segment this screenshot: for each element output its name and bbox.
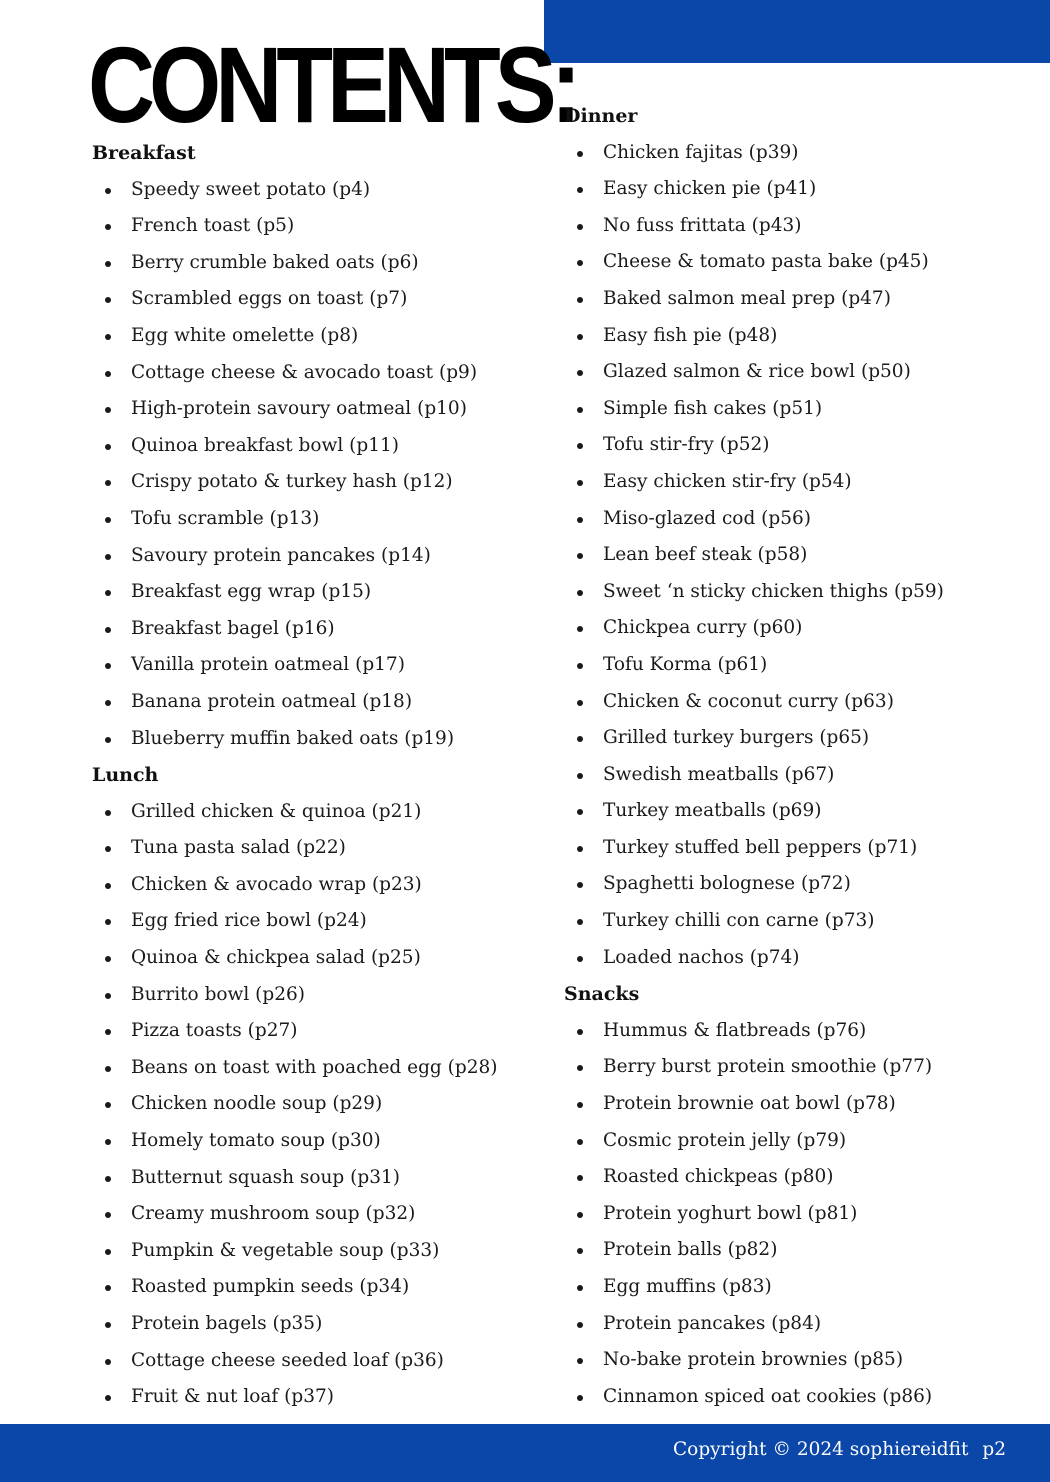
list-item-label: Spaghetti bolognese (p72) [603,873,851,895]
list-item [564,281,1004,318]
list-item-label: Lean beef steak (p58) [603,544,808,566]
breakfast-list [92,172,542,758]
list-item-label: Protein brownie oat bowl (p78) [603,1093,896,1115]
bullet-icon [105,517,111,523]
bullet-icon [105,1139,111,1145]
dinner-list [564,135,1004,977]
list-item [564,1379,1004,1416]
list-item-label: Cheese & tomato pasta bake (p45) [603,251,929,273]
bullet-icon [105,444,111,450]
bullet-icon [577,882,583,888]
list-item-label: Protein balls (p82) [603,1239,778,1261]
list-item-label: Protein pancakes (p84) [603,1312,822,1334]
bullet-icon [105,297,111,303]
list-item [564,354,1004,391]
list-item [564,793,1004,830]
bullet-icon [577,187,583,193]
list-item [92,281,542,318]
list-item [564,647,1004,684]
list-item-label: Egg white omelette (p8) [131,324,359,346]
bullet-icon [577,809,583,815]
bullet-icon [577,1322,583,1328]
list-item-label: Savoury protein pancakes (p14) [131,544,431,566]
bullet-icon [577,846,583,852]
list-item [92,1306,542,1343]
copyright-text: Copyright © 2024 sophiereidfit [673,1439,969,1460]
bullet-icon [105,1029,111,1035]
list-item-label: Berry burst protein smoothie (p77) [603,1056,933,1078]
list-item [564,1049,1004,1086]
bullet-icon [105,1066,111,1072]
list-item-label: Egg fried rice bowl (p24) [131,910,367,932]
left-column [92,135,542,1416]
list-item [92,1013,542,1050]
bullet-icon [105,993,111,999]
list-item-label: Beans on toast with poached egg (p28) [131,1056,498,1078]
list-item [92,684,542,721]
footer-bar [0,1424,1050,1482]
bullet-icon [577,1248,583,1254]
bullet-icon [105,663,111,669]
bullet-icon [577,1175,583,1181]
bullet-icon [105,1359,111,1365]
list-item [564,427,1004,464]
section-heading-snacks: Snacks [564,983,640,1006]
list-item-label: Chicken & avocado wrap (p23) [131,873,422,895]
bullet-icon [105,1322,111,1328]
bullet-icon [577,480,583,486]
list-item-label: Creamy mushroom soup (p32) [131,1203,416,1225]
list-item [564,318,1004,355]
list-item [92,1343,542,1380]
list-item-label: Protein yoghurt bowl (p81) [603,1202,858,1224]
section-heading-lunch: Lunch [92,764,159,787]
list-item-label: Grilled chicken & quinoa (p21) [131,800,422,822]
list-item-label: Breakfast bagel (p16) [131,617,335,639]
list-item-label: Homely tomato soup (p30) [131,1130,381,1152]
section-heading-breakfast: Breakfast [92,142,196,164]
list-item-label: Easy fish pie (p48) [603,324,778,346]
list-item [92,1050,542,1087]
list-item-label: High-protein savoury oatmeal (p10) [131,398,467,420]
list-item [564,610,1004,647]
list-item [564,1123,1004,1160]
list-item [92,1160,542,1197]
bullet-icon [577,626,583,632]
list-item-label: Berry crumble baked oats (p6) [131,251,419,273]
list-item [92,611,542,648]
list-item-label: Swedish meatballs (p67) [603,763,835,785]
list-item [564,903,1004,940]
bullet-icon [577,1029,583,1035]
bullet-icon [577,1395,583,1401]
list-item [92,172,542,209]
list-item-label: Quinoa breakfast bowl (p11) [131,434,399,456]
page-title: CONTENTS: [88,24,576,145]
list-item-label: Burrito bowl (p26) [131,983,305,1005]
list-item [92,1233,542,1270]
list-item-label: Hummus & flatbreads (p76) [603,1019,867,1041]
bullet-icon [577,663,583,669]
list-item [564,1269,1004,1306]
list-item-label: Quinoa & chickpea salad (p25) [131,947,421,969]
list-item [564,171,1004,208]
list-item-label: Cinnamon spiced oat cookies (p86) [603,1385,933,1407]
list-item-label: Breakfast egg wrap (p15) [131,581,372,603]
bullet-icon [577,773,583,779]
bullet-icon [577,919,583,925]
bullet-icon [105,737,111,743]
bullet-icon [105,261,111,267]
list-item-label: Simple fish cakes (p51) [603,397,823,419]
bullet-icon [105,883,111,889]
bullet-icon [105,554,111,560]
bullet-icon [577,407,583,413]
list-item [92,428,542,465]
list-item [92,794,542,831]
bullet-icon [577,736,583,742]
list-item [564,1232,1004,1269]
bullet-icon [577,590,583,596]
list-item [92,1379,542,1416]
bullet-icon [577,517,583,523]
bullet-icon [105,371,111,377]
bullet-icon [105,334,111,340]
list-item-label: Glazed salmon & rice bowl (p50) [603,361,911,383]
bullet-icon [105,590,111,596]
right-column [564,98,1004,1415]
list-item-label: Tofu stir-fry (p52) [603,434,770,456]
bullet-icon [577,1102,583,1108]
list-item-label: Butternut squash soup (p31) [131,1166,400,1188]
list-item-label: Tofu Korma (p61) [603,653,768,675]
list-item [92,721,542,758]
bullet-icon [577,700,583,706]
list-item-label: Sweet ‘n sticky chicken thighs (p59) [603,580,944,602]
bullet-icon [577,260,583,266]
list-item [564,135,1004,172]
list-item-label: No-bake protein brownies (p85) [603,1349,904,1371]
bullet-icon [105,1102,111,1108]
list-item [92,1086,542,1123]
bullet-icon [105,1249,111,1255]
list-item-label: Crispy potato & turkey hash (p12) [131,471,453,493]
list-item-label: Cottage cheese seeded loaf (p36) [131,1349,444,1371]
list-item [92,867,542,904]
list-item [92,318,542,355]
bullet-icon [577,1065,583,1071]
bullet-icon [577,1212,583,1218]
list-item [564,866,1004,903]
list-item [564,464,1004,501]
list-item [564,208,1004,245]
list-item-label: Cosmic protein jelly (p79) [603,1129,847,1151]
list-item-label: Turkey chilli con carne (p73) [603,910,875,932]
bullet-icon [105,700,111,706]
bullet-icon [105,1285,111,1291]
list-item-label: No fuss frittata (p43) [603,214,802,236]
list-item [92,647,542,684]
list-item [92,977,542,1014]
list-item [92,1269,542,1306]
bullet-icon [105,627,111,633]
header-accent-bar [544,0,1050,63]
list-item [92,903,542,940]
bullet-icon [105,919,111,925]
snacks-list [564,1013,1004,1416]
list-item [564,1342,1004,1379]
section-heading-dinner: Dinner [564,105,638,127]
bullet-icon [105,1395,111,1401]
bullet-icon [577,553,583,559]
list-item [564,1159,1004,1196]
bullet-icon [105,1212,111,1218]
list-item-label: Easy chicken stir-fry (p54) [603,470,852,492]
bullet-icon [105,407,111,413]
list-item-label: Chicken noodle soup (p29) [131,1093,383,1115]
bullet-icon [577,151,583,157]
bullet-icon [577,224,583,230]
list-item [92,355,542,392]
list-item-label: Roasted chickpeas (p80) [603,1166,834,1188]
list-item-label: Egg muffins (p83) [603,1276,772,1297]
list-item-label: Miso-glazed cod (p56) [603,507,811,529]
footer-text [673,1437,1006,1463]
list-item [564,501,1004,538]
list-item-label: Roasted pumpkin seeds (p34) [131,1276,410,1298]
bullet-icon [577,297,583,303]
list-item [92,940,542,977]
list-item-label: Cottage cheese & avocado toast (p9) [131,361,478,383]
list-item [564,720,1004,757]
list-item [564,537,1004,574]
list-item-label: Tofu scramble (p13) [131,507,320,529]
list-item [564,684,1004,721]
list-item-label: Chicken & coconut curry (p63) [603,690,894,712]
bullet-icon [577,956,583,962]
bullet-icon [105,956,111,962]
list-item [92,208,542,245]
bullet-icon [105,480,111,486]
list-item [564,1013,1004,1050]
list-item [564,1196,1004,1233]
bullet-icon [577,1358,583,1364]
list-item [564,757,1004,794]
list-item [92,501,542,538]
list-item [92,574,542,611]
list-item [92,245,542,282]
list-item-label: Speedy sweet potato (p4) [131,178,371,200]
list-item [92,1123,542,1160]
bullet-icon [577,443,583,449]
list-item-label: Fruit & nut loaf (p37) [131,1386,334,1408]
list-item-label: Vanilla protein oatmeal (p17) [131,654,405,676]
lunch-list [92,794,542,1416]
list-item [564,830,1004,867]
list-item-label: Loaded nachos (p74) [603,946,800,968]
list-item-label: Chickpea curry (p60) [603,617,803,639]
list-item-label: Blueberry muffin baked oats (p19) [131,727,455,749]
bullet-icon [577,334,583,340]
list-item [92,1196,542,1233]
list-item [564,244,1004,281]
list-item [92,538,542,575]
list-item-label: Turkey meatballs (p69) [603,800,822,822]
list-item [92,391,542,428]
bullet-icon [105,188,111,194]
list-item-label: Chicken fajitas (p39) [603,141,799,163]
list-item-label: Pizza toasts (p27) [131,1020,298,1042]
bullet-icon [105,1176,111,1182]
page-number: p2 [982,1439,1006,1460]
list-item-label: Banana protein oatmeal (p18) [131,690,413,712]
list-item-label: Scrambled eggs on toast (p7) [131,288,408,310]
bullet-icon [577,1285,583,1291]
list-item-label: Baked salmon meal prep (p47) [603,287,891,309]
list-item [92,464,542,501]
list-item [564,391,1004,428]
list-item-label: Grilled turkey burgers (p65) [603,727,870,749]
list-item [564,1086,1004,1123]
list-item-label: Turkey stuffed bell peppers (p71) [603,836,918,858]
bullet-icon [105,224,111,230]
list-item-label: Protein bagels (p35) [131,1313,323,1334]
bullet-icon [577,370,583,376]
list-item-label: Tuna pasta salad (p22) [131,837,346,859]
list-item-label: Pumpkin & vegetable soup (p33) [131,1239,440,1261]
list-item-label: Easy chicken pie (p41) [603,178,817,200]
bullet-icon [105,846,111,852]
list-item [92,830,542,867]
list-item [564,940,1004,977]
list-item [564,574,1004,611]
bullet-icon [105,810,111,816]
bullet-icon [577,1139,583,1145]
list-item [564,1306,1004,1343]
list-item-label: French toast (p5) [131,215,295,237]
